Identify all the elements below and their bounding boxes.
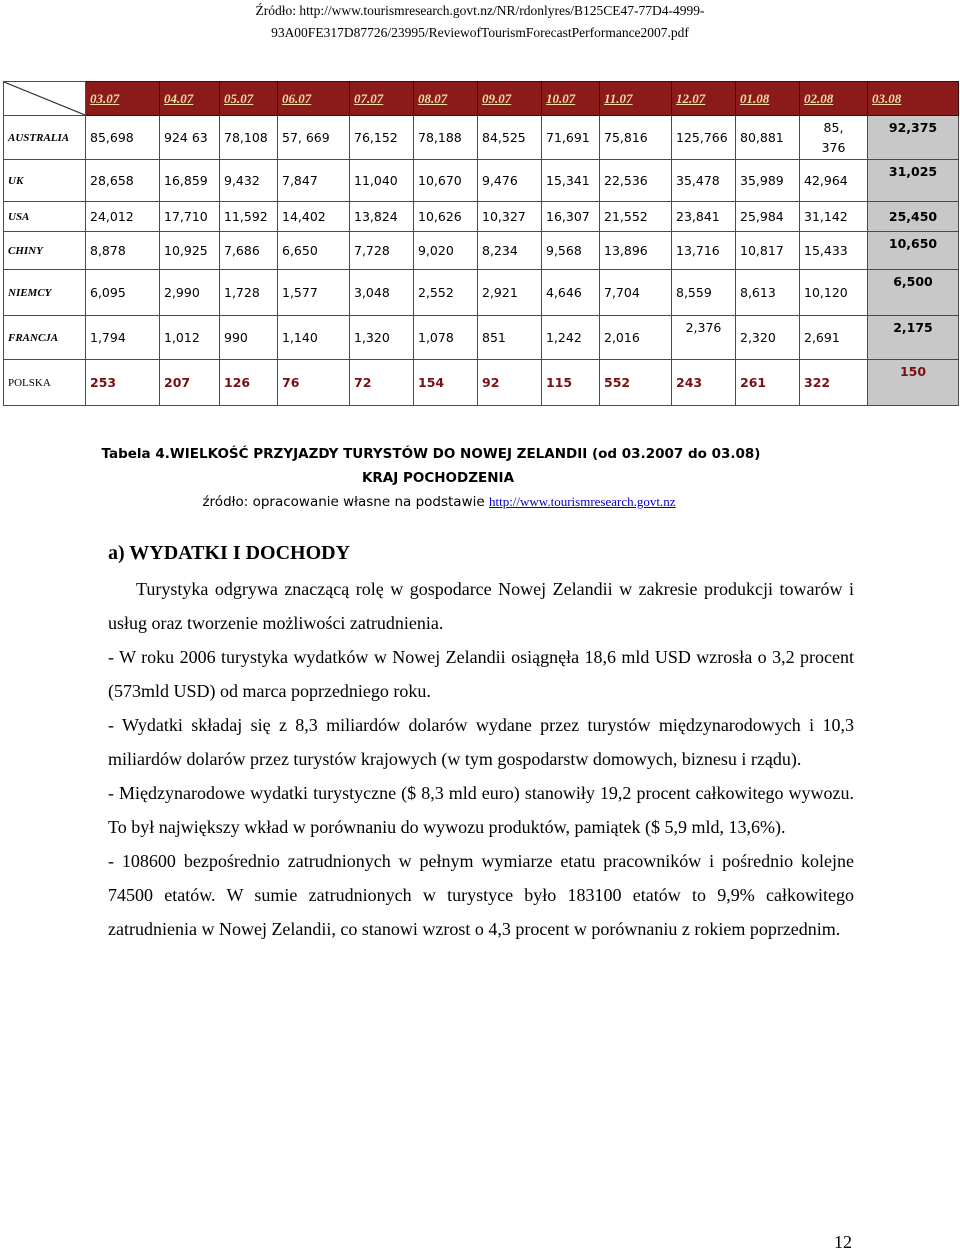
header-month: 04.07 <box>160 82 220 116</box>
source-link[interactable]: http://www.tourismresearch.govt.nz <box>488 494 676 509</box>
value-cell: 115 <box>542 360 600 406</box>
value-cell: 10,626 <box>414 202 478 232</box>
value-cell: 7,686 <box>220 232 278 270</box>
source-url-line-1: Źródło: http://www.tourismresearch.govt.nz/NR/rdonlyres/B125CE47-77D4-4999- <box>255 3 705 18</box>
value-cell: 1,242 <box>542 316 600 360</box>
value-cell: 2,320 <box>736 316 800 360</box>
table-caption-title: Tabela 4.WIELKOŚĆ PRZYJAZDY TURYSTÓW DO NOWEJ ZELANDII (od 03.2007 do 03.08) <box>101 446 761 462</box>
country-cell: UK <box>4 160 86 202</box>
value-cell: 9,020 <box>414 232 478 270</box>
table-row <box>4 232 959 270</box>
value-cell: 126 <box>220 360 278 406</box>
paragraph: - Międzynarodowe wydatki turystyczne ($ 8,3 mld euro) stanowiły 19,2 procent całkowitego wywozu. To był największy wkład w porównaniu do wywozu produktów, pamiątek ($ 5,9 mld, 13,6%). <box>108 783 854 837</box>
table-body <box>4 116 959 406</box>
country-cell: NIEMCY <box>4 270 86 316</box>
country-cell: AUSTRALIA <box>4 116 86 160</box>
value-cell: 22,536 <box>600 160 672 202</box>
value-cell: 8,234 <box>478 232 542 270</box>
value-cell: 552 <box>600 360 672 406</box>
tourist-arrivals-table <box>3 81 959 406</box>
value-cell: 9,476 <box>478 160 542 202</box>
country-cell: POLSKA <box>4 360 86 406</box>
value-cell: 1,577 <box>278 270 350 316</box>
header-month: 01.08 <box>736 82 800 116</box>
value-cell: 154 <box>414 360 478 406</box>
value-cell: 7,728 <box>350 232 414 270</box>
value-cell: 8,613 <box>736 270 800 316</box>
total-cell: 2,175 <box>868 316 959 360</box>
total-cell: 31,025 <box>868 160 959 202</box>
value-cell: 85, 376 <box>800 116 868 160</box>
header-month: 09.07 <box>478 82 542 116</box>
header-month: 10.07 <box>542 82 600 116</box>
value-cell: 35,989 <box>736 160 800 202</box>
value-cell: 17,710 <box>160 202 220 232</box>
header-month: 05.07 <box>220 82 278 116</box>
value-cell: 42,964 <box>800 160 868 202</box>
value-cell: 16,307 <box>542 202 600 232</box>
value-cell: 13,896 <box>600 232 672 270</box>
table-row <box>4 202 959 232</box>
table-row <box>4 270 959 316</box>
value-cell: 2,990 <box>160 270 220 316</box>
value-cell: 85,698 <box>86 116 160 160</box>
value-cell: 2,691 <box>800 316 868 360</box>
value-cell: 15,433 <box>800 232 868 270</box>
diagonal-line-icon <box>4 82 85 115</box>
value-cell: 1,320 <box>350 316 414 360</box>
value-cell: 1,012 <box>160 316 220 360</box>
value-cell: 1,078 <box>414 316 478 360</box>
value-cell: 78,108 <box>220 116 278 160</box>
section-heading: a) WYDATKI I DOCHODY <box>108 542 351 564</box>
value-cell: 75,816 <box>600 116 672 160</box>
body-text <box>108 572 854 946</box>
value-cell: 14,402 <box>278 202 350 232</box>
value-cell: 76 <box>278 360 350 406</box>
value-cell: 10,670 <box>414 160 478 202</box>
total-cell: 25,450 <box>868 202 959 232</box>
value-cell: 13,716 <box>672 232 736 270</box>
value-cell: 28,658 <box>86 160 160 202</box>
value-cell: 76,152 <box>350 116 414 160</box>
value-cell: 23,841 <box>672 202 736 232</box>
value-cell: 243 <box>672 360 736 406</box>
value-cell: 990 <box>220 316 278 360</box>
value-cell: 2,016 <box>600 316 672 360</box>
table-caption-source <box>0 494 919 510</box>
value-cell: 72 <box>350 360 414 406</box>
header-month: 08.07 <box>414 82 478 116</box>
value-cell: 25,984 <box>736 202 800 232</box>
table-row <box>4 116 959 160</box>
value-cell: 78,188 <box>414 116 478 160</box>
value-cell: 10,120 <box>800 270 868 316</box>
country-cell: CHINY <box>4 232 86 270</box>
header-month: 12.07 <box>672 82 736 116</box>
value-cell: 8,559 <box>672 270 736 316</box>
value-cell: 7,704 <box>600 270 672 316</box>
header-month: 11.07 <box>600 82 672 116</box>
country-cell: FRANCJA <box>4 316 86 360</box>
value-cell: 9,432 <box>220 160 278 202</box>
value-cell: 4,646 <box>542 270 600 316</box>
table-row <box>4 316 959 360</box>
value-cell: 1,140 <box>278 316 350 360</box>
header-month: 02.08 <box>800 82 868 116</box>
table-row <box>4 160 959 202</box>
value-cell: 80,881 <box>736 116 800 160</box>
value-cell: 924 63 <box>160 116 220 160</box>
value-cell: 8,878 <box>86 232 160 270</box>
value-cell: 92 <box>478 360 542 406</box>
value-cell: 71,691 <box>542 116 600 160</box>
table-corner-cell <box>4 82 86 116</box>
value-cell: 261 <box>736 360 800 406</box>
page-number: 12 <box>834 1232 852 1252</box>
value-cell: 13,824 <box>350 202 414 232</box>
paragraph: Turystyka odgrywa znaczącą rolę w gospodarce Nowej Zelandii w zakresie produkcji towarów i usług oraz tworzenie możliwości zatrudnienia. <box>108 579 854 633</box>
total-cell: 6,500 <box>868 270 959 316</box>
source-prefix: źródło: opracowanie własne na podstawie <box>202 494 489 510</box>
value-cell: 31,142 <box>800 202 868 232</box>
value-cell: 322 <box>800 360 868 406</box>
header-month: 03.08 <box>868 82 959 116</box>
paragraph: - W roku 2006 turystyka wydatków w Nowej Zelandii osiągnęła 18,6 mld USD wzrosła o 3,2 procent (573mld USD) od marca poprzedniego roku. <box>108 647 854 701</box>
value-cell: 2,921 <box>478 270 542 316</box>
value-cell: 10,327 <box>478 202 542 232</box>
table-row <box>4 360 959 406</box>
value-cell: 207 <box>160 360 220 406</box>
value-cell: 851 <box>478 316 542 360</box>
value-cell: 2,376 <box>672 316 736 360</box>
value-cell: 6,095 <box>86 270 160 316</box>
paragraph: - 108600 bezpośrednio zatrudnionych w pełnym wymiarze etatu pracowników i pośrednio kolejne 74500 etatów. W sumie zatrudnionych w turystyce było 183100 etatów to 9,9% całkowitego zatrudnienia w Nowej Zelandii, co stanowi wzrost o 4,3 procent w porównaniu z rokiem poprzednim. <box>108 851 854 939</box>
value-cell: 15,341 <box>542 160 600 202</box>
value-cell: 84,525 <box>478 116 542 160</box>
value-cell: 9,568 <box>542 232 600 270</box>
value-cell: 125,766 <box>672 116 736 160</box>
table-caption-subtitle: KRAJ POCHODZENIA <box>361 470 515 486</box>
value-cell: 11,592 <box>220 202 278 232</box>
total-cell: 10,650 <box>868 232 959 270</box>
header-month: 03.07 <box>86 82 160 116</box>
value-cell: 10,817 <box>736 232 800 270</box>
paragraph: - Wydatki składaj się z 8,3 miliardów dolarów wydane przez turystów międzynarodowych i 10,3 miliardów dolarów przez turystów krajowych (w tym gospodarstw domowych, biznesu i rządu). <box>108 715 854 769</box>
value-cell: 253 <box>86 360 160 406</box>
header-month: 07.07 <box>350 82 414 116</box>
value-cell: 16,859 <box>160 160 220 202</box>
value-cell: 57, 669 <box>278 116 350 160</box>
value-cell: 1,794 <box>86 316 160 360</box>
total-cell: 150 <box>868 360 959 406</box>
total-cell: 92,375 <box>868 116 959 160</box>
table-header-row <box>4 82 959 116</box>
value-cell: 35,478 <box>672 160 736 202</box>
value-cell: 6,650 <box>278 232 350 270</box>
value-cell: 21,552 <box>600 202 672 232</box>
value-cell: 24,012 <box>86 202 160 232</box>
value-cell: 7,847 <box>278 160 350 202</box>
value-cell: 11,040 <box>350 160 414 202</box>
value-cell: 2,552 <box>414 270 478 316</box>
value-cell: 3,048 <box>350 270 414 316</box>
source-url-line-2: 93A00FE317D87726/23995/ReviewofTourismForecastPerformance2007.pdf <box>271 25 689 40</box>
header-month: 06.07 <box>278 82 350 116</box>
value-cell: 10,925 <box>160 232 220 270</box>
country-cell: USA <box>4 202 86 232</box>
value-cell: 1,728 <box>220 270 278 316</box>
